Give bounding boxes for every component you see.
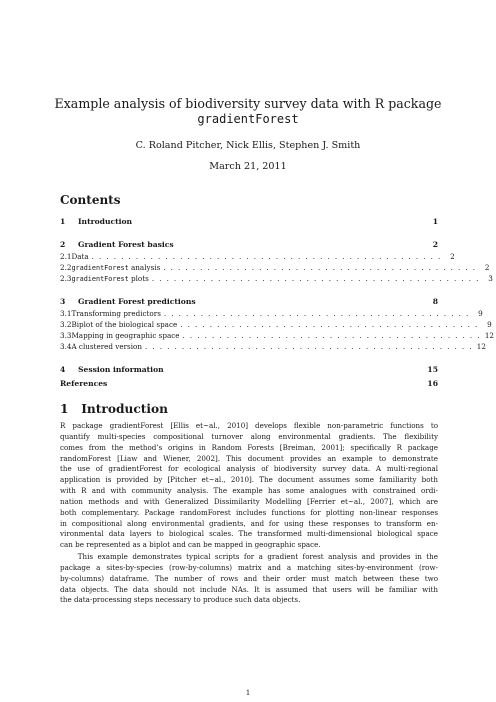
toc-label: References — [60, 379, 108, 388]
text-line: with R and with community analysis. The example has some analogues with constrained ordi- — [60, 486, 438, 496]
toc-label: Data — [71, 252, 89, 261]
toc-entry-3-4[interactable]: 3.4 A clustered version . . . . . . . . . . . . . . . . . . . . . . . . . . . . . . . . . . . . . . . . . . . . . 12 — [60, 342, 486, 351]
toc-number: 2.3 — [60, 274, 72, 283]
toc-page: 12 — [476, 342, 486, 351]
contents-heading: Contents — [60, 193, 121, 207]
toc-number: 1 — [60, 217, 66, 226]
text-line: comes from the method’s origins in Random Forests [Breiman, 2001]; specifically R package — [60, 442, 438, 452]
toc-entry-references[interactable] — [60, 379, 438, 388]
toc-page: 8 — [432, 297, 438, 306]
paragraph-2 — [60, 552, 438, 606]
text-line: package a sites-by-species (row-by-columns) matrix and a matching sites-by-environment (row- — [60, 562, 438, 572]
toc-label: Session information — [78, 365, 164, 374]
toc-entry-2-3[interactable]: 2.3 gradientForest plots . . . . . . . . . . . . . . . . . . . . . . . . . . . . . . . . . . . . . . . . . . . . . 3 — [60, 274, 493, 283]
title-line-1: Example analysis of biodiversity survey data with R package — [54, 96, 442, 111]
text-line: vironmental data layers to biological scales. The transformed multi-dimensional biological space — [60, 529, 438, 539]
toc-page: 2 — [450, 252, 455, 261]
toc-page: 12 — [484, 331, 494, 340]
toc-page: 9 — [487, 320, 492, 329]
toc-label: A clustered version — [71, 342, 142, 351]
toc-number: 3 — [60, 297, 66, 306]
toc-number: 2.1 — [60, 252, 72, 261]
toc-page: 3 — [488, 274, 493, 283]
toc-page: 9 — [478, 309, 483, 318]
toc-number: 3.4 — [60, 342, 72, 351]
toc-entry-1[interactable] — [60, 217, 438, 226]
toc-number: 4 — [60, 365, 66, 374]
toc-entry-3-2[interactable]: 3.2 Biplot of the biological space . . . . . . . . . . . . . . . . . . . . . . . . . . . . . . . . . . . . . . . . . 9 — [60, 320, 492, 329]
toc-label: plots — [128, 274, 149, 283]
authors: C. Roland Pitcher, Nick Ellis, Stephen J. Smith — [135, 140, 361, 151]
toc-number: 3.2 — [60, 320, 72, 329]
text-line: application is provided by [Pitcher et~al., 2010]. The document assumes some familiarity both — [60, 475, 438, 485]
text-line: the data-processing steps necessary to produce such data objects. — [60, 595, 301, 605]
toc-number: 2.2 — [60, 263, 72, 272]
toc-number: 3.1 — [60, 309, 72, 318]
toc-label: Biplot of the biological space — [71, 320, 178, 329]
toc-number: 3.3 — [60, 331, 72, 340]
text-line: by-columns) dataframe. The number of rows and their order must match between these two — [60, 573, 438, 583]
text-line: R package gradientForest [Ellis et~al., 2010] develops flexible non-parametric functions to — [60, 421, 438, 430]
toc-page: 1 — [432, 217, 438, 226]
toc-label: Mapping in geographic space — [71, 331, 180, 340]
toc-label: analysis — [128, 263, 161, 272]
toc-label: Gradient Forest predictions — [78, 297, 196, 306]
toc-label-code: gradientForest — [71, 275, 129, 283]
toc-entry-4[interactable] — [60, 365, 438, 374]
title-line-2: gradientForest — [197, 112, 299, 126]
section-heading-introduction: 1 Introduction — [60, 402, 169, 416]
text-line: randomForest [Liaw and Wiener, 2002]. This document provides an example to demonstrate — [60, 453, 438, 463]
toc-number: 2 — [60, 240, 66, 249]
toc-entry-3[interactable] — [60, 297, 438, 306]
toc-entry-2[interactable] — [60, 240, 438, 249]
toc-page: 2 — [432, 240, 438, 249]
text-line: both complementary. Package randomForest includes functions for plotting non-linear responses — [60, 507, 438, 517]
toc-entry-3-3[interactable]: 3.3 Mapping in geographic space . . . . . . . . . . . . . . . . . . . . . . . . . . . . . . . . . . . . . . . . . 12 — [60, 331, 494, 340]
text-line: the use of gradientForest for ecological analysis of biodiversity survey data. A multi-regional — [60, 464, 438, 474]
page-number: 1 — [245, 688, 251, 697]
date: March 21, 2011 — [209, 161, 287, 172]
text-line: in compositional along environmental gradients, and for using these responses to transform en- — [60, 518, 438, 528]
toc-entry-2-1[interactable]: 2.1 Data . . . . . . . . . . . . . . . . . . . . . . . . . . . . . . . . . . . . . . . . . . . . . . . . 2 — [60, 252, 455, 261]
toc-page: 15 — [427, 365, 438, 374]
toc-entry-2-2[interactable]: 2.2 gradientForest analysis . . . . . . . . . . . . . . . . . . . . . . . . . . . . . . . . . . . . . . . . . . . 2 — [60, 263, 490, 272]
text-line: quantify multi-species compositional turnover along environmental gradients. The flexibility — [60, 431, 438, 441]
toc-label: Gradient Forest basics — [78, 240, 174, 249]
paragraph-1 — [60, 421, 438, 551]
text-line: nation methods and with Generalized Dissimilarity Modelling [Ferrier et~al., 2007], which are — [60, 496, 438, 506]
text-line: data objects. The data should not include NAs. It is assumed that users will be familiar with — [60, 584, 438, 594]
toc-label-code: gradientForest — [71, 264, 129, 272]
toc-page: 2 — [484, 263, 490, 272]
text-line: can be represented as a biplot and can be mapped in geographic space. — [60, 540, 321, 550]
toc-label: Introduction — [78, 217, 133, 226]
toc-entry-3-1[interactable]: 3.1 Transforming predictors . . . . . . . . . . . . . . . . . . . . . . . . . . . . . . . . . . . . . . . . . . 9 — [60, 309, 483, 318]
text-line: This example demonstrates typical scripts for a gradient forest analysis and provides in the — [60, 552, 438, 561]
toc-page: 16 — [427, 379, 438, 388]
toc-label: Transforming predictors — [71, 309, 161, 318]
